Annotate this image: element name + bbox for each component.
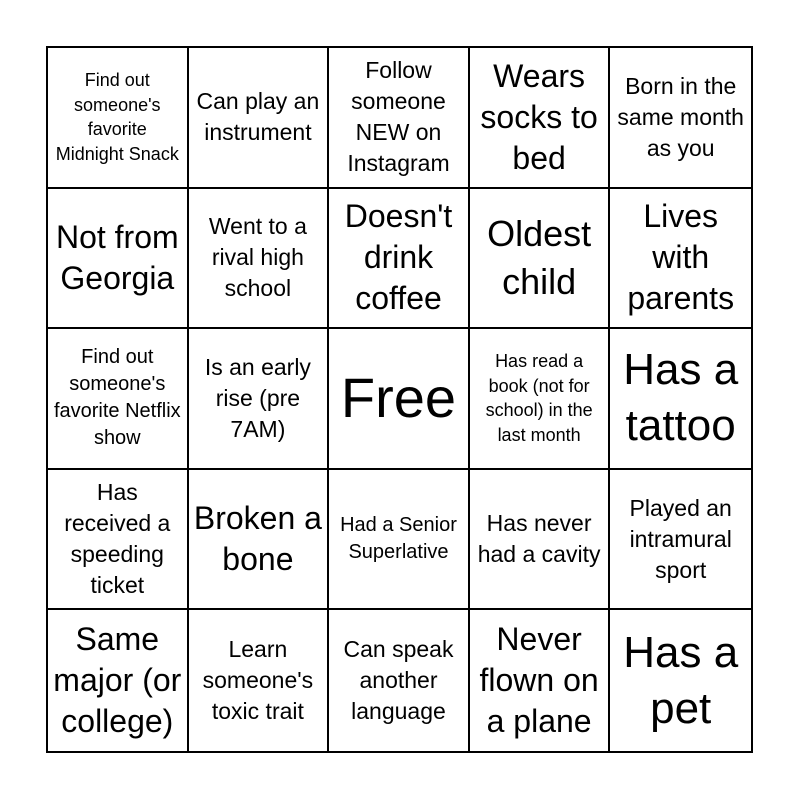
- bingo-cell-label: Never flown on a plane: [479, 621, 599, 740]
- bingo-cell-label: Went to a rival high school: [208, 213, 307, 302]
- bingo-cell[interactable]: [470, 610, 611, 751]
- bingo-cell-label: Has a tattoo: [623, 345, 739, 451]
- bingo-cell[interactable]: [610, 610, 751, 751]
- bingo-cell[interactable]: [48, 470, 189, 611]
- bingo-cell-label: Lives with parents: [627, 198, 735, 317]
- bingo-cell[interactable]: [189, 329, 330, 470]
- bingo-cell-label: Learn someone's toxic trait: [202, 636, 314, 725]
- bingo-cell-label: Can speak another language: [343, 636, 454, 725]
- bingo-cell-label: Played an intramural sport: [629, 494, 732, 583]
- bingo-cell[interactable]: [470, 48, 611, 189]
- bingo-cell-label: Has a pet: [623, 627, 739, 733]
- bingo-cell-label: Is an early rise (pre 7AM): [204, 353, 311, 442]
- bingo-cell-label: Find out someone's favorite Midnight Snack: [55, 70, 179, 164]
- bingo-cell[interactable]: [189, 189, 330, 330]
- bingo-cell-label: Born in the same month as you: [617, 72, 744, 161]
- bingo-cell-label: Doesn't drink coffee: [344, 198, 453, 317]
- bingo-cell-label: Broken a bone: [193, 500, 322, 578]
- bingo-cell-label: Has received a speeding ticket: [64, 479, 171, 599]
- bingo-cell-label: Can play an instrument: [196, 88, 320, 146]
- bingo-cell-label: Not from Georgia: [55, 218, 179, 296]
- bingo-cell-label: Follow someone NEW on Instagram: [347, 57, 450, 177]
- bingo-cell[interactable]: [48, 189, 189, 330]
- bingo-cell[interactable]: [470, 189, 611, 330]
- bingo-cell-label: Has never had a cavity: [477, 510, 601, 568]
- bingo-cell-label: Find out someone's favorite Netflix show: [53, 346, 181, 450]
- bingo-cell[interactable]: [189, 610, 330, 751]
- bingo-cell[interactable]: [329, 470, 470, 611]
- bingo-cell[interactable]: [610, 329, 751, 470]
- bingo-cell[interactable]: [189, 48, 330, 189]
- bingo-cell[interactable]: [470, 470, 611, 611]
- bingo-cell[interactable]: [329, 610, 470, 751]
- bingo-cell-free[interactable]: [329, 329, 470, 470]
- bingo-cell-label: Has read a book (not for school) in the last month: [485, 351, 593, 445]
- bingo-cell-label: Had a Senior Superlative: [340, 514, 457, 564]
- bingo-cell[interactable]: [610, 470, 751, 611]
- bingo-cell[interactable]: [48, 610, 189, 751]
- bingo-cell-label: Oldest child: [487, 212, 592, 302]
- bingo-cell-label: Same major (or college): [53, 621, 182, 740]
- bingo-cell[interactable]: [329, 189, 470, 330]
- bingo-board: [46, 46, 753, 753]
- bingo-cell[interactable]: [48, 48, 189, 189]
- bingo-cell-label: Free: [340, 366, 457, 430]
- bingo-cell[interactable]: [610, 189, 751, 330]
- bingo-cell-label: Wears socks to bed: [480, 57, 598, 176]
- bingo-cell[interactable]: [329, 48, 470, 189]
- bingo-cell[interactable]: [48, 329, 189, 470]
- bingo-cell[interactable]: [470, 329, 611, 470]
- bingo-cell[interactable]: [189, 470, 330, 611]
- bingo-cell[interactable]: [610, 48, 751, 189]
